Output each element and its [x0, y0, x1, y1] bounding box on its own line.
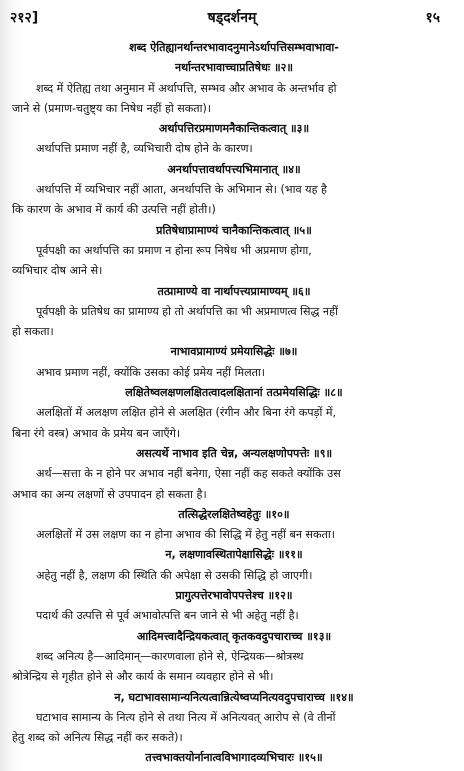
commentary-line: अभाव का अन्य लक्षणों से उपपादन हो सकता है। — [12, 487, 207, 501]
commentary-line: अलक्षितों में अलक्षण लक्षित होने से अलक्षित (रंगीन और बिना रंगे कपड़ों में, — [36, 406, 337, 420]
sutra-line: तत्त्वभाक्तयोर्नानात्वविभागादव्यभिचारः ॥१५॥ — [145, 751, 323, 765]
sutra-line: न, लक्षणावस्थितापेक्षासिद्धेः ॥११॥ — [165, 548, 303, 562]
commentary-line: व्यभिचार दोष आने से। — [12, 264, 103, 278]
page-body — [12, 38, 456, 769]
sutra-line: अर्थापत्तिरप्रमाणमनैकान्तिकत्वात् ॥३॥ — [158, 122, 310, 136]
commentary-line: अर्थ—सत्ता के न होने पर अभाव नहीं बनेगा, ऐसा नहीं कह सकते क्योंकि उस — [36, 467, 341, 481]
commentary-line: पूर्वपक्षी का अर्थापत्ति का प्रमाण न होना रूप निषेध भी अप्रमाण होगा, — [36, 243, 312, 257]
commentary-line: हेतु शब्द को अनित्य सिद्ध नहीं कर सकते)। — [12, 731, 183, 745]
commentary-line: घटाभाव सामान्य के नित्य होने से तथा नित्य में अनित्यवत् आरोप से (वे तीनों — [36, 710, 336, 724]
sutra-line: अनर्थापत्तावर्थापत्त्यभिमानात् ॥४॥ — [167, 162, 301, 176]
running-title: षड्दर्शनम् — [207, 10, 257, 26]
commentary-line: पूर्वपक्षी के प्रतिषेध का प्रामाण्य हो तो अर्थापत्ति का भी अप्रमाणत्व सिद्ध नहीं — [36, 304, 338, 318]
sutra-line: तत्सिद्धेरलक्षितेष्वहेतुः ॥१०॥ — [178, 507, 290, 521]
commentary-line: हो सकता। — [12, 325, 54, 339]
sutra-line: न, घटाभावसामान्यनित्यत्वान्नित्येष्वप्यनित्यवदुपचाराच्च ॥१४॥ — [114, 690, 354, 704]
page-header — [10, 8, 454, 30]
commentary-line: अहेतु नहीं है, लक्षण की स्थिति की अपेक्षा से उसकी सिद्धि हो जाएगी। — [36, 568, 313, 582]
sutra-line: नर्थान्तरभावाच्चाप्रतिषेधः ॥२॥ — [174, 61, 294, 75]
commentary-line: अर्थापत्ति प्रमाण नहीं है, व्यभिचारी दोष होने के कारण। — [36, 142, 253, 156]
page-number-right: १५ — [425, 10, 440, 26]
commentary-line: शब्द में ऐतिह्य तथा अनुमान में अर्थापत्ति, सम्भव और अभाव के अन्तर्भाव हो — [36, 81, 337, 95]
commentary-line: श्रोत्रेन्द्रिय से गृहीत होने से और कार्य के समान व्यवहार होने से भी। — [12, 670, 274, 684]
page-number-left: २१२] — [10, 10, 39, 26]
commentary-line: अभाव प्रमाण नहीं, क्योंकि उसका कोई प्रमेय नहीं मिलता। — [36, 365, 265, 379]
commentary-line: कि कारण के अभाव में कार्य की उत्पत्ति नहीं होती।) — [12, 203, 216, 217]
sutra-line: प्रागुत्पत्तेरभावोपपत्तेश्च ॥१२॥ — [175, 589, 293, 603]
sutra-line: लक्षितेष्वलक्षणलक्षितत्वादलक्षितानां तत्प्रमेयसिद्धिः ॥८॥ — [125, 386, 343, 400]
commentary-line: जाने से (प्रमाण-चतुष्ट्य का निषेध नहीं हो सकता)। — [12, 101, 211, 115]
commentary-line: पदार्थ की उत्पत्ति से पूर्व अभावोत्पत्ति बन जाने से भी अहेतु नहीं है। — [36, 609, 299, 623]
sutra-line: शब्द ऐतिह्यानर्थान्तरभावादनुमानेऽर्थापत्तिसम्भवाभावा- — [129, 41, 339, 54]
sutra-line: प्रतिषेधाप्रामाण्यं चानैकान्तिकत्वात् ॥५॥ — [156, 223, 312, 237]
sutra-line: तत्प्रामाण्ये वा नार्थापत्त्यप्रामाण्यम् ॥६॥ — [157, 284, 311, 298]
commentary-line: अर्थापत्ति में व्यभिचार नहीं आता, अनर्थापत्ति के अभिमान से। (भाव यह है — [36, 183, 327, 197]
sutra-line: नाभावप्रामाण्यं प्रमेयासिद्धेः ॥७॥ — [170, 345, 298, 359]
commentary-line: शब्द अनित्य है—आदिमान्—कारणवाला होने से, ऐन्द्रियक—श्रोत्रस्थ — [36, 649, 304, 663]
sutra-line: असत्यर्थे नाभाव इति चेन्न, अन्यलक्षणोपपत्तेः ॥९॥ — [135, 446, 333, 460]
sutra-line: आदिमत्त्वादैन्द्रियकत्वात् कृतकवदुपचाराच्च ॥१३॥ — [136, 629, 332, 643]
commentary-line: बिना रंगे वस्त्र) अभाव के प्रमेय बन जाएँगे। — [12, 426, 181, 440]
commentary-line: अलक्षितों में उस लक्षण का न होना अभाव की सिद्धि में हेतु नहीं बन सकता। — [36, 528, 335, 542]
